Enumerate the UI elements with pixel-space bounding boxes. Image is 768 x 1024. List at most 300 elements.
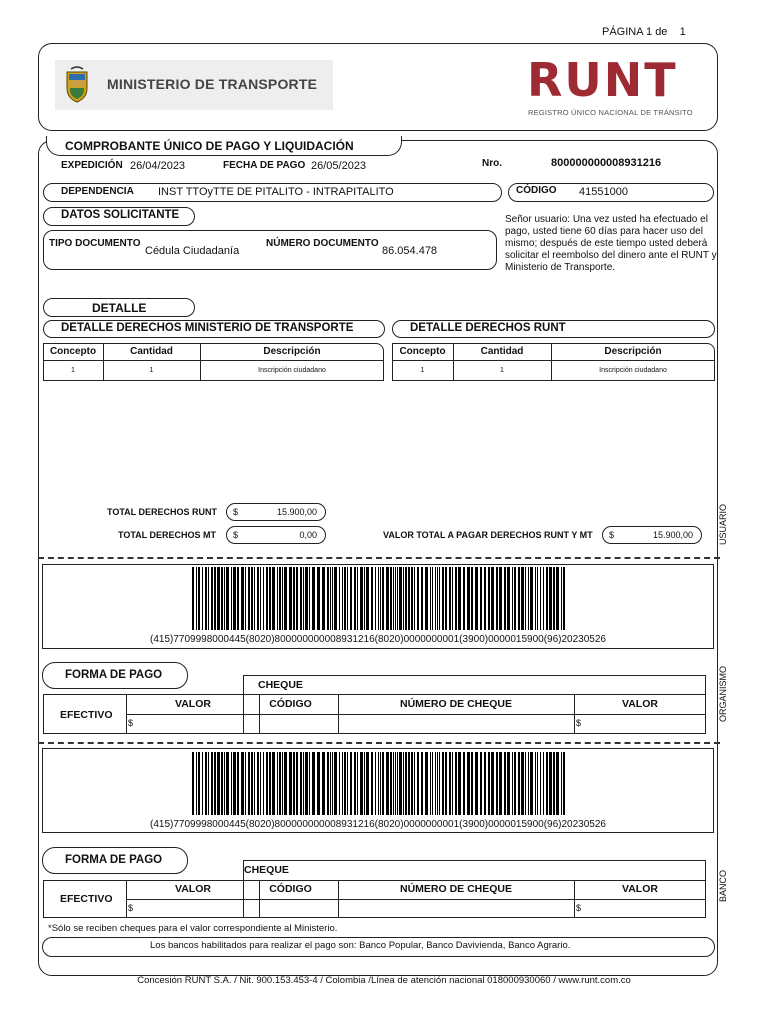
barcode-bar <box>309 567 310 630</box>
numero-documento-label: NÚMERO DOCUMENTO <box>266 238 379 249</box>
cheque-codigo-header-2: CÓDIGO <box>269 883 312 895</box>
barcode-bar <box>289 567 292 630</box>
barcode-bar <box>380 752 381 815</box>
cheque-numero-header-2: NÚMERO DE CHEQUE <box>399 883 512 895</box>
cheque-note: *Sólo se reciben cheques para el valor correspondiente al Ministerio. <box>48 923 338 934</box>
fecha-pago-value: 26/05/2023 <box>311 160 367 172</box>
barcode-bar <box>330 567 331 630</box>
barcode-bar <box>293 567 295 630</box>
barcode-bar <box>342 752 343 815</box>
mt-header-cantidad: Cantidad <box>130 346 173 357</box>
efectivo-valor-field-2[interactable]: $ <box>128 903 134 913</box>
barcode-bar <box>499 752 502 815</box>
barcode-bar <box>198 752 200 815</box>
barcode-bar <box>507 567 510 630</box>
barcode-bar <box>528 752 529 815</box>
runt-row-concepto: 1 <box>420 367 425 374</box>
detalle-label: DETALLE <box>92 301 147 315</box>
barcode-bar <box>417 567 419 630</box>
total-pagar-label: VALOR TOTAL A PAGAR DERECHOS RUNT Y MT <box>383 530 593 540</box>
cheque-valor-field-1[interactable]: $ <box>576 718 582 728</box>
barcode-bar <box>277 567 278 630</box>
barcode-bar <box>233 567 236 630</box>
barcode-bar <box>421 752 423 815</box>
barcode-bar <box>528 567 529 630</box>
barcode-bar <box>214 752 216 815</box>
barcode-bar <box>245 567 246 630</box>
barcode-bar <box>357 752 358 815</box>
barcode-bar <box>300 752 302 815</box>
efectivo-label-1: EFECTIVO <box>60 709 113 721</box>
barcode-bar <box>205 567 207 630</box>
barcode-bar <box>366 567 369 630</box>
total-pagar-value: 15.900,00 <box>652 530 693 540</box>
total-mt-label: TOTAL DERECHOS MT <box>118 530 217 540</box>
barcode-bar <box>405 567 407 630</box>
ministry-name: MINISTERIO DE TRANSPORTE <box>107 76 318 92</box>
efectivo-valor-field-1[interactable]: $ <box>128 718 134 728</box>
barcode-bar <box>305 752 308 815</box>
page-label: PÁGINA 1 de <box>602 26 668 38</box>
barcode-bar <box>442 567 444 630</box>
barcode-bar <box>360 567 363 630</box>
barcode-bar <box>507 752 510 815</box>
barcode-bar <box>521 567 524 630</box>
barcode-bar <box>217 752 220 815</box>
barcode-bar <box>403 567 404 630</box>
barcode-bar <box>263 567 264 630</box>
barcode-bar <box>467 752 470 815</box>
numero-documento-value: 86.054.478 <box>382 245 438 257</box>
mt-header-concepto: Concepto <box>49 346 97 357</box>
barcode-bar <box>540 752 541 815</box>
barcode-bar <box>452 752 453 815</box>
side-label-organismo: ORGANISMO <box>718 665 728 722</box>
barcode-bar <box>266 752 268 815</box>
barcode-bar <box>491 752 494 815</box>
nro-label: Nro. <box>482 158 502 169</box>
cheque-label-1: CHEQUE <box>258 679 303 691</box>
barcode-bar <box>463 752 465 815</box>
mt-row-cantidad: 1 <box>149 367 154 374</box>
barcode-bar <box>514 752 516 815</box>
coat-of-arms-icon <box>63 66 91 104</box>
barcode-bar <box>269 567 271 630</box>
barcode-bar <box>254 567 255 630</box>
barcode-bar <box>360 752 363 815</box>
barcode-bar <box>224 752 225 815</box>
barcode-bar <box>371 567 373 630</box>
barcode-bar <box>484 567 486 630</box>
cheque-valor-header-1: VALOR <box>622 698 658 710</box>
barcode-bar <box>496 567 498 630</box>
cheque-valor-header-2: VALOR <box>622 883 658 895</box>
page-total: 1 <box>679 26 686 38</box>
barcode-bar <box>467 567 470 630</box>
cut-line-2 <box>38 742 720 744</box>
mt-section-title: DETALLE DERECHOS MINISTERIO DE TRANSPORTE <box>61 322 354 334</box>
page-indicator <box>602 26 686 38</box>
barcode-bar <box>458 752 461 815</box>
barcode-bar <box>475 567 478 630</box>
banks-note: Los bancos habilitados para realizar el pago son: Banco Popular, Banco Davivienda, Banco Agrario. <box>150 940 571 951</box>
codigo-value: 41551000 <box>579 186 628 198</box>
barcode-bar <box>354 567 356 630</box>
barcode-bar <box>543 752 544 815</box>
barcode-bar <box>553 752 555 815</box>
runt-row-descripcion: Inscripción ciudadano <box>599 367 667 374</box>
barcode-bar <box>237 752 239 815</box>
barcode-bar <box>248 752 250 815</box>
barcode-bar <box>390 752 392 815</box>
barcode-bar <box>546 567 548 630</box>
mt-row-concepto: 1 <box>71 367 75 374</box>
document-title: COMPROBANTE ÚNICO DE PAGO Y LIQUIDACIÓN <box>65 139 354 153</box>
barcode-bar <box>205 752 207 815</box>
barcode-bar <box>403 752 404 815</box>
barcode-bar <box>421 567 423 630</box>
barcode-bar <box>342 567 343 630</box>
barcode-bar <box>408 752 410 815</box>
barcode-bar <box>525 567 526 630</box>
dependencia-value: INST TTOyTTE DE PITALITO - INTRAPITALITO <box>158 186 394 198</box>
barcode-2 <box>192 752 568 815</box>
barcode-bar <box>382 567 384 630</box>
barcode-bar <box>284 752 287 815</box>
side-label-usuario: USUARIO <box>718 503 728 545</box>
barcode-bar <box>282 567 283 630</box>
barcode-bar <box>375 752 376 815</box>
barcode-bar <box>525 752 526 815</box>
barcode-bar <box>208 752 209 815</box>
barcode-bar <box>395 567 396 630</box>
runt-row-cantidad: 1 <box>500 367 504 374</box>
barcode-bar <box>309 752 310 815</box>
barcode-bar <box>257 752 259 815</box>
barcode-bar <box>425 567 428 630</box>
total-runt-label: TOTAL DERECHOS RUNT <box>107 507 218 517</box>
ministry-logo <box>55 60 333 110</box>
barcode-bar <box>350 567 352 630</box>
barcode-bar <box>439 752 440 815</box>
barcode-bar <box>471 752 473 815</box>
barcode-bar <box>226 752 229 815</box>
barcode-bar <box>393 567 394 630</box>
barcode-bar <box>395 752 396 815</box>
runt-header-concepto: Concepto <box>399 346 446 357</box>
efectivo-label-2: EFECTIVO <box>60 893 113 905</box>
barcode-bar <box>371 752 373 815</box>
barcode-text-2: (415)7709998000445(8020)800000000008931216(8020)0000000001(3900)0000015900(96)20230526 <box>150 819 606 830</box>
barcode-bar <box>231 752 232 815</box>
refund-notice: Señor usuario: Una vez usted ha efectuado el pago, usted tiene 60 días para hacer uso del mismo; después de este tiempo usted deberá solicitar el reembolso del dinero ante el RUNT y Ministerio de Transporte. <box>505 214 717 273</box>
barcode-bar <box>399 567 402 630</box>
barcode-bar <box>435 567 436 630</box>
barcode-bar <box>260 752 261 815</box>
barcode-bar <box>512 567 513 630</box>
barcode-bar <box>196 752 197 815</box>
barcode-bar <box>300 567 302 630</box>
barcode-bar <box>375 567 376 630</box>
barcode-bar <box>317 752 320 815</box>
barcode-bar <box>257 567 259 630</box>
barcode-bar <box>233 752 236 815</box>
barcode-bar <box>521 752 524 815</box>
nro-value: 800000000008931216 <box>551 157 662 169</box>
barcode-bar <box>202 752 203 815</box>
barcode-bar <box>561 752 562 815</box>
barcode-bar <box>563 567 565 630</box>
barcode-bar <box>499 567 502 630</box>
barcode-bar <box>518 752 520 815</box>
barcode-bar <box>399 752 402 815</box>
barcode-bar <box>293 752 295 815</box>
barcode-bar <box>378 752 379 815</box>
datos-solicitante-label: DATOS SOLICITANTE <box>61 209 180 221</box>
barcode-bar <box>563 752 565 815</box>
barcode-bar <box>317 567 320 630</box>
barcode-bar <box>504 567 506 630</box>
barcode-bar <box>397 752 398 815</box>
barcode-bar <box>445 752 447 815</box>
barcode-bar <box>445 567 447 630</box>
barcode-bar <box>224 567 225 630</box>
total-pagar-currency: $ <box>609 530 615 540</box>
barcode-bar <box>430 752 431 815</box>
barcode-bar <box>543 567 544 630</box>
barcode-bar <box>437 567 438 630</box>
barcode-bar <box>458 567 461 630</box>
total-runt-value: 15.900,00 <box>276 507 317 517</box>
barcode-bar <box>463 567 465 630</box>
barcode-bar <box>364 567 365 630</box>
barcode-bar <box>221 752 223 815</box>
barcode-bar <box>518 567 520 630</box>
barcode-bar <box>414 752 415 815</box>
barcode-bar <box>530 567 533 630</box>
barcode-bar <box>208 567 209 630</box>
barcode-text-1: (415)7709998000445(8020)800000000008931216(8020)0000000001(3900)0000015900(96)20230526 <box>150 634 606 645</box>
barcode-bar <box>386 752 389 815</box>
barcode-bar <box>334 567 337 630</box>
efectivo-valor-header-2: VALOR <box>175 883 211 895</box>
barcode-bar <box>217 567 220 630</box>
barcode-bar <box>537 567 538 630</box>
forma-pago-label-2: FORMA DE PAGO <box>65 854 163 866</box>
barcode-bar <box>540 567 541 630</box>
barcode-bar <box>334 752 337 815</box>
cut-line-1 <box>38 557 720 559</box>
barcode-bar <box>231 567 232 630</box>
barcode-bar <box>339 567 340 630</box>
barcode-bar <box>480 567 482 630</box>
barcode-bar <box>364 752 365 815</box>
barcode-bar <box>432 752 433 815</box>
expedicion-label: EXPEDICIÓN <box>61 160 123 171</box>
mt-header-descripcion: Descripción <box>263 346 321 357</box>
barcode-bar <box>496 752 498 815</box>
barcode-bar <box>192 752 194 815</box>
side-label-banco: BANCO <box>718 869 728 902</box>
barcode-bar <box>488 567 490 630</box>
barcode-bar <box>344 752 346 815</box>
barcode-bar <box>556 567 559 630</box>
barcode-bar <box>344 567 346 630</box>
barcode-bar <box>488 752 490 815</box>
barcode-bar <box>254 752 255 815</box>
barcode-bar <box>449 567 451 630</box>
barcode-bar <box>491 567 494 630</box>
barcode-bar <box>537 752 538 815</box>
barcode-bar <box>350 752 352 815</box>
barcode-bar <box>245 752 246 815</box>
barcode-bar <box>484 752 486 815</box>
barcode-bar <box>549 752 552 815</box>
barcode-bar <box>237 567 239 630</box>
barcode-bar <box>357 567 358 630</box>
barcode-bar <box>546 752 548 815</box>
runt-header-cantidad: Cantidad <box>480 346 524 357</box>
barcode-bar <box>380 567 381 630</box>
barcode-bar <box>241 567 244 630</box>
total-mt-currency: $ <box>233 530 239 540</box>
barcode-bar <box>211 752 213 815</box>
barcode-bar <box>475 752 478 815</box>
barcode-bar <box>512 752 513 815</box>
barcode-bar <box>221 567 223 630</box>
barcode-bar <box>272 752 275 815</box>
barcode-bar <box>408 567 410 630</box>
barcode-bar <box>549 567 552 630</box>
barcode-bar <box>322 567 325 630</box>
barcode-bar <box>530 752 533 815</box>
mt-row-descripcion: Inscripción ciudadano <box>258 367 326 374</box>
barcode-1 <box>192 567 568 630</box>
barcode-bar <box>386 567 389 630</box>
barcode-bar <box>442 752 444 815</box>
barcode-bar <box>282 752 283 815</box>
barcode-bar <box>432 567 433 630</box>
runt-section-title: DETALLE DERECHOS RUNT <box>410 322 566 334</box>
fecha-pago-label: FECHA DE PAGO <box>223 160 306 171</box>
barcode-bar <box>437 752 438 815</box>
barcode-bar <box>211 567 213 630</box>
barcode-bar <box>535 567 536 630</box>
barcode-bar <box>330 752 331 815</box>
tipo-documento-label: TIPO DOCUMENTO <box>49 238 141 249</box>
barcode-bar <box>192 567 194 630</box>
barcode-bar <box>327 752 329 815</box>
barcode-bar <box>471 567 473 630</box>
footer: Concesión RUNT S.A. / Nit. 900.153.453-4 / Colombia /Línea de atención nacional 018000930060 / www.runt.com.co <box>137 975 631 986</box>
barcode-bar <box>390 567 392 630</box>
barcode-bar <box>305 567 308 630</box>
barcode-bar <box>382 752 384 815</box>
cheque-valor-field-2[interactable]: $ <box>576 903 582 913</box>
barcode-bar <box>411 752 413 815</box>
barcode-bar <box>269 752 271 815</box>
barcode-bar <box>397 567 398 630</box>
barcode-bar <box>455 567 457 630</box>
barcode-bar <box>535 752 536 815</box>
barcode-bar <box>504 752 506 815</box>
barcode-bar <box>332 567 333 630</box>
barcode-bar <box>339 752 340 815</box>
barcode-bar <box>366 752 369 815</box>
forma-pago-label-1: FORMA DE PAGO <box>65 669 163 681</box>
barcode-bar <box>303 752 304 815</box>
barcode-bar <box>393 752 394 815</box>
barcode-bar <box>449 752 451 815</box>
barcode-bar <box>241 752 244 815</box>
barcode-bar <box>312 567 315 630</box>
cheque-label-2: CHEQUE <box>244 864 289 876</box>
barcode-bar <box>303 567 304 630</box>
barcode-bar <box>226 567 229 630</box>
barcode-bar <box>284 567 287 630</box>
barcode-bar <box>251 752 253 815</box>
codigo-label: CÓDIGO <box>516 185 557 196</box>
barcode-bar <box>556 752 559 815</box>
dependencia-label: DEPENDENCIA <box>61 186 134 197</box>
barcode-bar <box>196 567 197 630</box>
barcode-bar <box>279 752 281 815</box>
barcode-bar <box>514 567 516 630</box>
barcode-bar <box>425 752 428 815</box>
barcode-bar <box>322 752 325 815</box>
expedicion-value: 26/04/2023 <box>130 160 186 172</box>
barcode-bar <box>455 752 457 815</box>
barcode-bar <box>347 752 348 815</box>
barcode-bar <box>561 567 562 630</box>
barcode-bar <box>202 567 203 630</box>
barcode-bar <box>411 567 413 630</box>
total-mt-value: 0,00 <box>299 530 317 540</box>
barcode-bar <box>414 567 415 630</box>
cheque-numero-header-1: NÚMERO DE CHEQUE <box>399 698 512 710</box>
efectivo-valor-header-1: VALOR <box>175 698 211 710</box>
barcode-bar <box>248 567 250 630</box>
barcode-bar <box>263 752 264 815</box>
barcode-bar <box>296 752 298 815</box>
barcode-bar <box>272 567 275 630</box>
barcode-bar <box>354 752 356 815</box>
cheque-codigo-header-1: CÓDIGO <box>269 698 312 710</box>
barcode-bar <box>430 567 431 630</box>
barcode-bar <box>279 567 281 630</box>
barcode-bar <box>266 567 268 630</box>
barcode-bar <box>347 567 348 630</box>
barcode-bar <box>327 567 329 630</box>
barcode-bar <box>251 567 253 630</box>
barcode-bar <box>439 567 440 630</box>
barcode-bar <box>405 752 407 815</box>
barcode-bar <box>289 752 292 815</box>
barcode-bar <box>452 567 453 630</box>
barcode-bar <box>277 752 278 815</box>
total-runt-currency: $ <box>233 507 239 517</box>
barcode-bar <box>435 752 436 815</box>
runt-header-descripcion: Descripción <box>604 346 662 357</box>
barcode-bar <box>214 567 216 630</box>
tipo-documento-value: Cédula Ciudadanía <box>145 245 240 257</box>
barcode-bar <box>553 567 555 630</box>
barcode-bar <box>378 567 379 630</box>
barcode-bar <box>417 752 419 815</box>
barcode-bar <box>312 752 315 815</box>
barcode-bar <box>260 567 261 630</box>
barcode-bar <box>332 752 333 815</box>
